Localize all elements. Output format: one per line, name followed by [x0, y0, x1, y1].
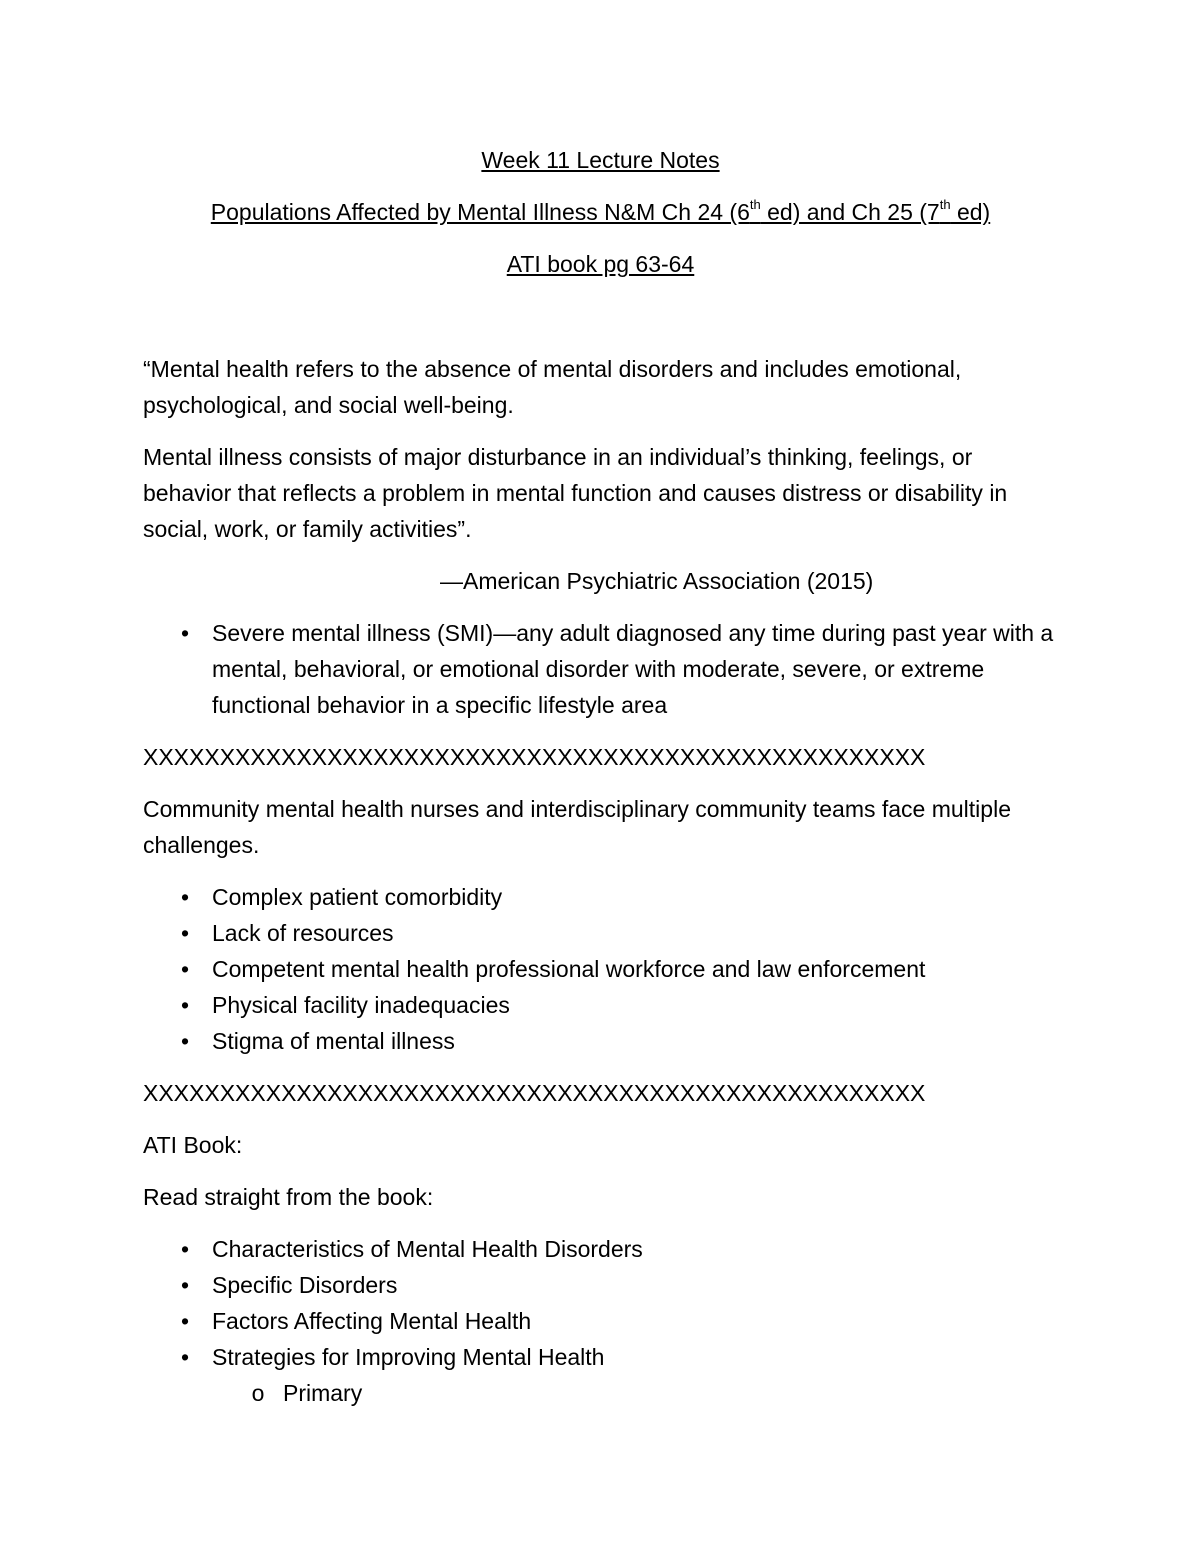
bullet-icon: • — [180, 1308, 190, 1334]
list-item-text: Stigma of mental illness — [212, 1028, 455, 1054]
ati-heading: ATI Book: — [143, 1132, 243, 1158]
bullet-icon: • — [180, 992, 190, 1018]
bullet-icon: • — [180, 1344, 190, 1370]
document-body — [143, 142, 1058, 1411]
bullet-icon: • — [180, 1272, 190, 1298]
smi-list — [143, 615, 1058, 723]
list-item-text: Factors Affecting Mental Health — [212, 1308, 532, 1334]
ati-list — [143, 1231, 1058, 1375]
list-item — [143, 615, 1058, 723]
subtitle-superscript-2: th — [939, 197, 951, 213]
separator-line: XXXXXXXXXXXXXXXXXXXXXXXXXXXXXXXXXXXXXXXXXXXXXXXXXXX — [143, 1080, 926, 1106]
list-item — [143, 1267, 1058, 1303]
list-item-text: Complex patient comorbidity — [212, 884, 503, 910]
ati-instruction: Read straight from the book: — [143, 1184, 434, 1210]
quote-attribution: —American Psychiatric Association (2015) — [440, 568, 874, 594]
list-item — [143, 1231, 1058, 1267]
bullet-icon: • — [180, 956, 190, 982]
list-item-text: Characteristics of Mental Health Disorders — [212, 1236, 643, 1262]
list-item-text: Severe mental illness (SMI)—any adult diagnosed any time during past year with a mental, behavioral, or emotional disorder with moderate, severe, or extreme functional behavior in a specific lifestyle area — [212, 620, 1054, 718]
list-item — [143, 1339, 1058, 1375]
list-item — [143, 915, 1058, 951]
list-item — [143, 879, 1058, 915]
list-item-text: Strategies for Improving Mental Health — [212, 1344, 605, 1370]
list-item — [143, 951, 1058, 987]
list-item-text: Lack of resources — [212, 920, 394, 946]
document-subtitle — [143, 194, 1058, 230]
ati-reference: ATI book pg 63-64 — [506, 251, 695, 277]
subtitle-text-3: ed) — [950, 199, 991, 225]
bullet-icon: • — [180, 1236, 190, 1262]
bullet-icon: • — [180, 920, 190, 946]
separator-line: XXXXXXXXXXXXXXXXXXXXXXXXXXXXXXXXXXXXXXXXXXXXXXXXXXX — [143, 744, 926, 770]
list-item — [143, 987, 1058, 1023]
bullet-icon: • — [180, 884, 190, 910]
list-item-text: Specific Disorders — [212, 1272, 398, 1298]
document-title: Week 11 Lecture Notes — [481, 147, 720, 173]
subtitle-text-1: Populations Affected by Mental Illness N&M Ch 24 (6 — [210, 199, 750, 225]
list-item-text: Competent mental health professional workforce and law enforcement — [212, 956, 926, 982]
list-item-text: Physical facility inadequacies — [212, 992, 510, 1018]
quote-paragraph-2: Mental illness consists of major disturbance in an individual’s thinking, feelings, or behavior that reflects a problem in mental function and causes distress or disability in social, work, or family activities”. — [143, 444, 1008, 542]
list-item — [143, 1303, 1058, 1339]
list-item — [143, 1023, 1058, 1059]
circle-bullet-icon: o — [251, 1380, 265, 1406]
sub-list-item — [143, 1375, 1058, 1411]
challenges-intro: Community mental health nurses and interdisciplinary community teams face multiple challenges. — [143, 796, 1011, 858]
bullet-icon: • — [180, 1028, 190, 1054]
subtitle-superscript-1: th — [749, 197, 761, 213]
bullet-icon: • — [180, 620, 190, 646]
quote-paragraph-1: “Mental health refers to the absence of mental disorders and includes emotional, psychological, and social well-being. — [143, 356, 962, 418]
sub-list-item-text: Primary — [283, 1380, 363, 1406]
challenges-list — [143, 879, 1058, 1059]
subtitle-text-2: ed) and Ch 25 (7 — [760, 199, 940, 225]
